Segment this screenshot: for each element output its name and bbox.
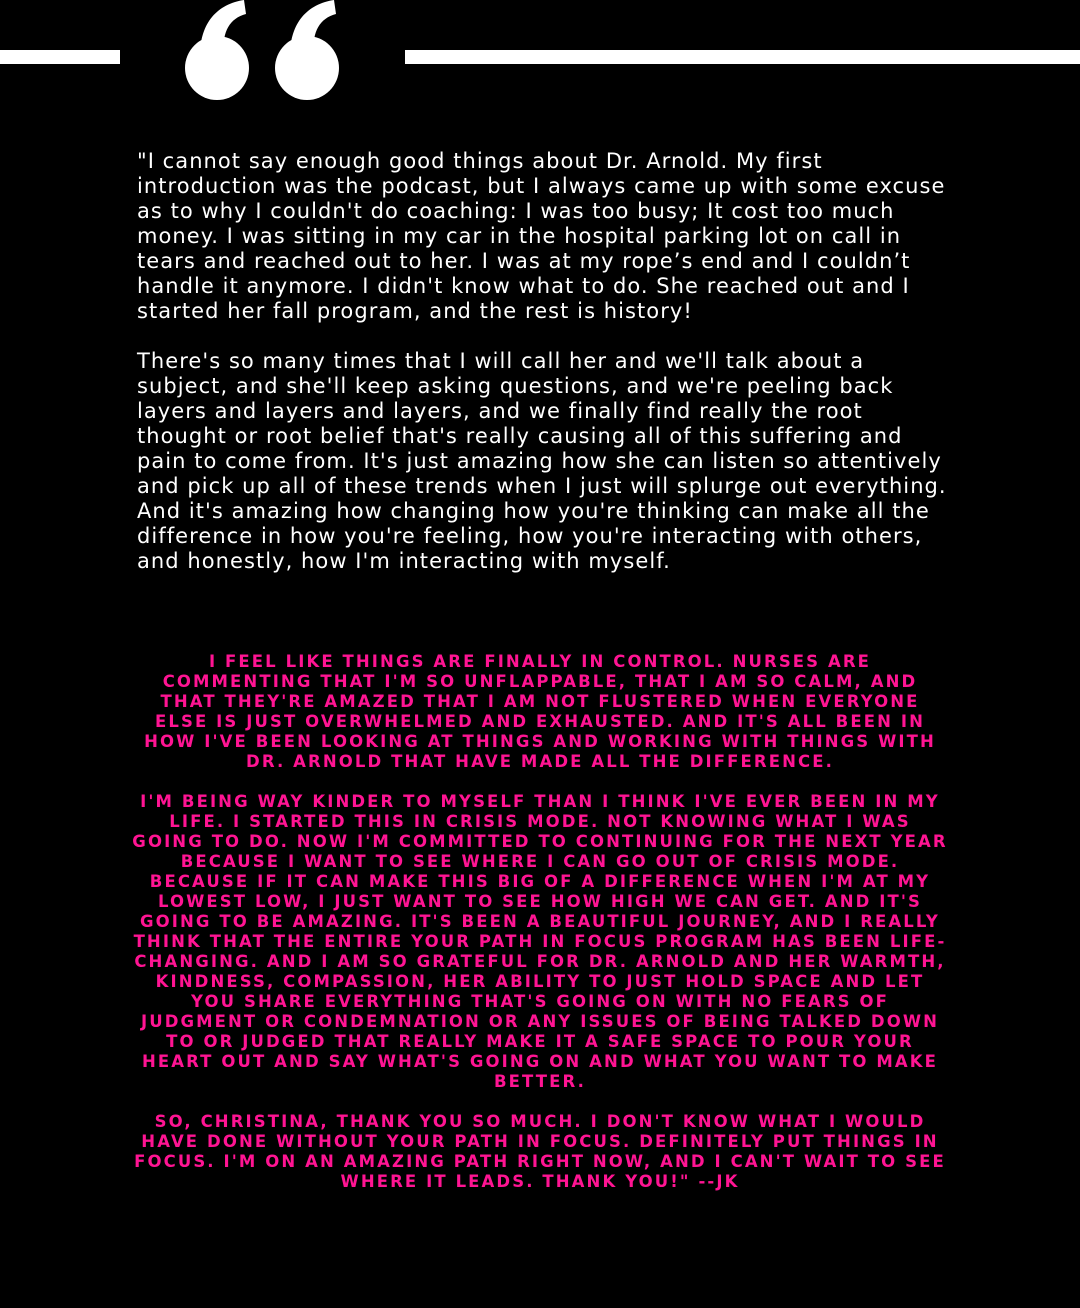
left-double-quote-icon [180, 0, 360, 110]
testimonial-highlight [132, 652, 948, 1212]
highlight-paragraph: SO, CHRISTINA, THANK YOU SO MUCH. I DON'T KNOW WHAT I WOULD HAVE DONE WITHOUT YOUR PATH IN FOCUS. DEFINITELY PUT THINGS IN FOCUS. I'M ON AN AMAZING PATH RIGHT NOW, AND I CAN'T WAIT TO SEE WHERE IT LEADS. THANK YOU!" --JK [134, 1112, 946, 1191]
testimonial-paragraph: There's so many times that I will call her and we'll talk about a subject, and she'll keep asking questions, and we're peeling back layers and layers and layers, and we finally find really the root thought or root belief that's really causing all of this suffering and pain to come from. It's just amazing how she can listen so attentively and pick up all of these trends when I just will splurge out everything. And it's amazing how changing how you're thinking can make all the difference in how you're feeling, how you're interacting with others, and honestly, how I'm interacting with myself. [137, 349, 947, 573]
testimonial-paragraph: "I cannot say enough good things about Dr. Arnold. My first introduction was the podcast, but I always came up with some excuse as to why I couldn't do coaching: I was too busy; It cost too much money. I was sitting in my car in the hospital parking lot on call in tears and reached out to her. I was at my rope’s end and I couldn’t handle it anymore. I didn't know what to do. She reached out and I started her fall program, and the rest is history! [137, 149, 946, 323]
testimonial-body [137, 149, 952, 599]
highlight-paragraph: I FEEL LIKE THINGS ARE FINALLY IN CONTROL. NURSES ARE COMMENTING THAT I'M SO UNFLAPPABLE, THAT I AM SO CALM, AND THAT THEY'RE AMAZED THAT I AM NOT FLUSTERED WHEN EVERYONE ELSE IS JUST OVERWHELMED AND EXHAUSTED. AND IT'S ALL BEEN IN HOW I'VE BEEN LOOKING AT THINGS AND WORKING WITH THINGS WITH DR. ARNOLD THAT HAVE MADE ALL THE DIFFERENCE. [144, 652, 936, 771]
highlight-paragraph: I'M BEING WAY KINDER TO MYSELF THAN I THINK I'VE EVER BEEN IN MY LIFE. I STARTED THIS IN CRISIS MODE. NOT KNOWING WHAT I WAS GOING TO DO. NOW I'M COMMITTED TO CONTINUING FOR THE NEXT YEAR BECAUSE I WANT TO SEE WHERE I CAN GO OUT OF CRISIS MODE. BECAUSE IF IT CAN MAKE THIS BIG OF A DIFFERENCE WHEN I'M AT MY LOWEST LOW, I JUST WANT TO SEE HOW HIGH WE CAN GET. AND IT'S GOING TO BE AMAZING. IT'S BEEN A BEAUTIFUL JOURNEY, AND I REALLY THINK THAT THE ENTIRE YOUR PATH IN FOCUS PROGRAM HAS BEEN LIFE-CHANGING. AND I AM SO GRATEFUL FOR DR. ARNOLD AND HER WARMTH, KINDNESS, COMPASSION, HER ABILITY TO JUST HOLD SPACE AND LET YOU SHARE EVERYTHING THAT'S GOING ON WITH NO FEARS OF JUDGMENT OR CONDEMNATION OR ANY ISSUES OF BEING TALKED DOWN TO OR JUDGED THAT REALLY MAKE IT A SAFE SPACE TO POUR YOUR HEART OUT AND SAY WHAT'S GOING ON AND WHAT YOU WANT TO MAKE BETTER. [132, 792, 948, 1091]
divider-left [0, 50, 120, 64]
divider-right [405, 50, 1080, 64]
